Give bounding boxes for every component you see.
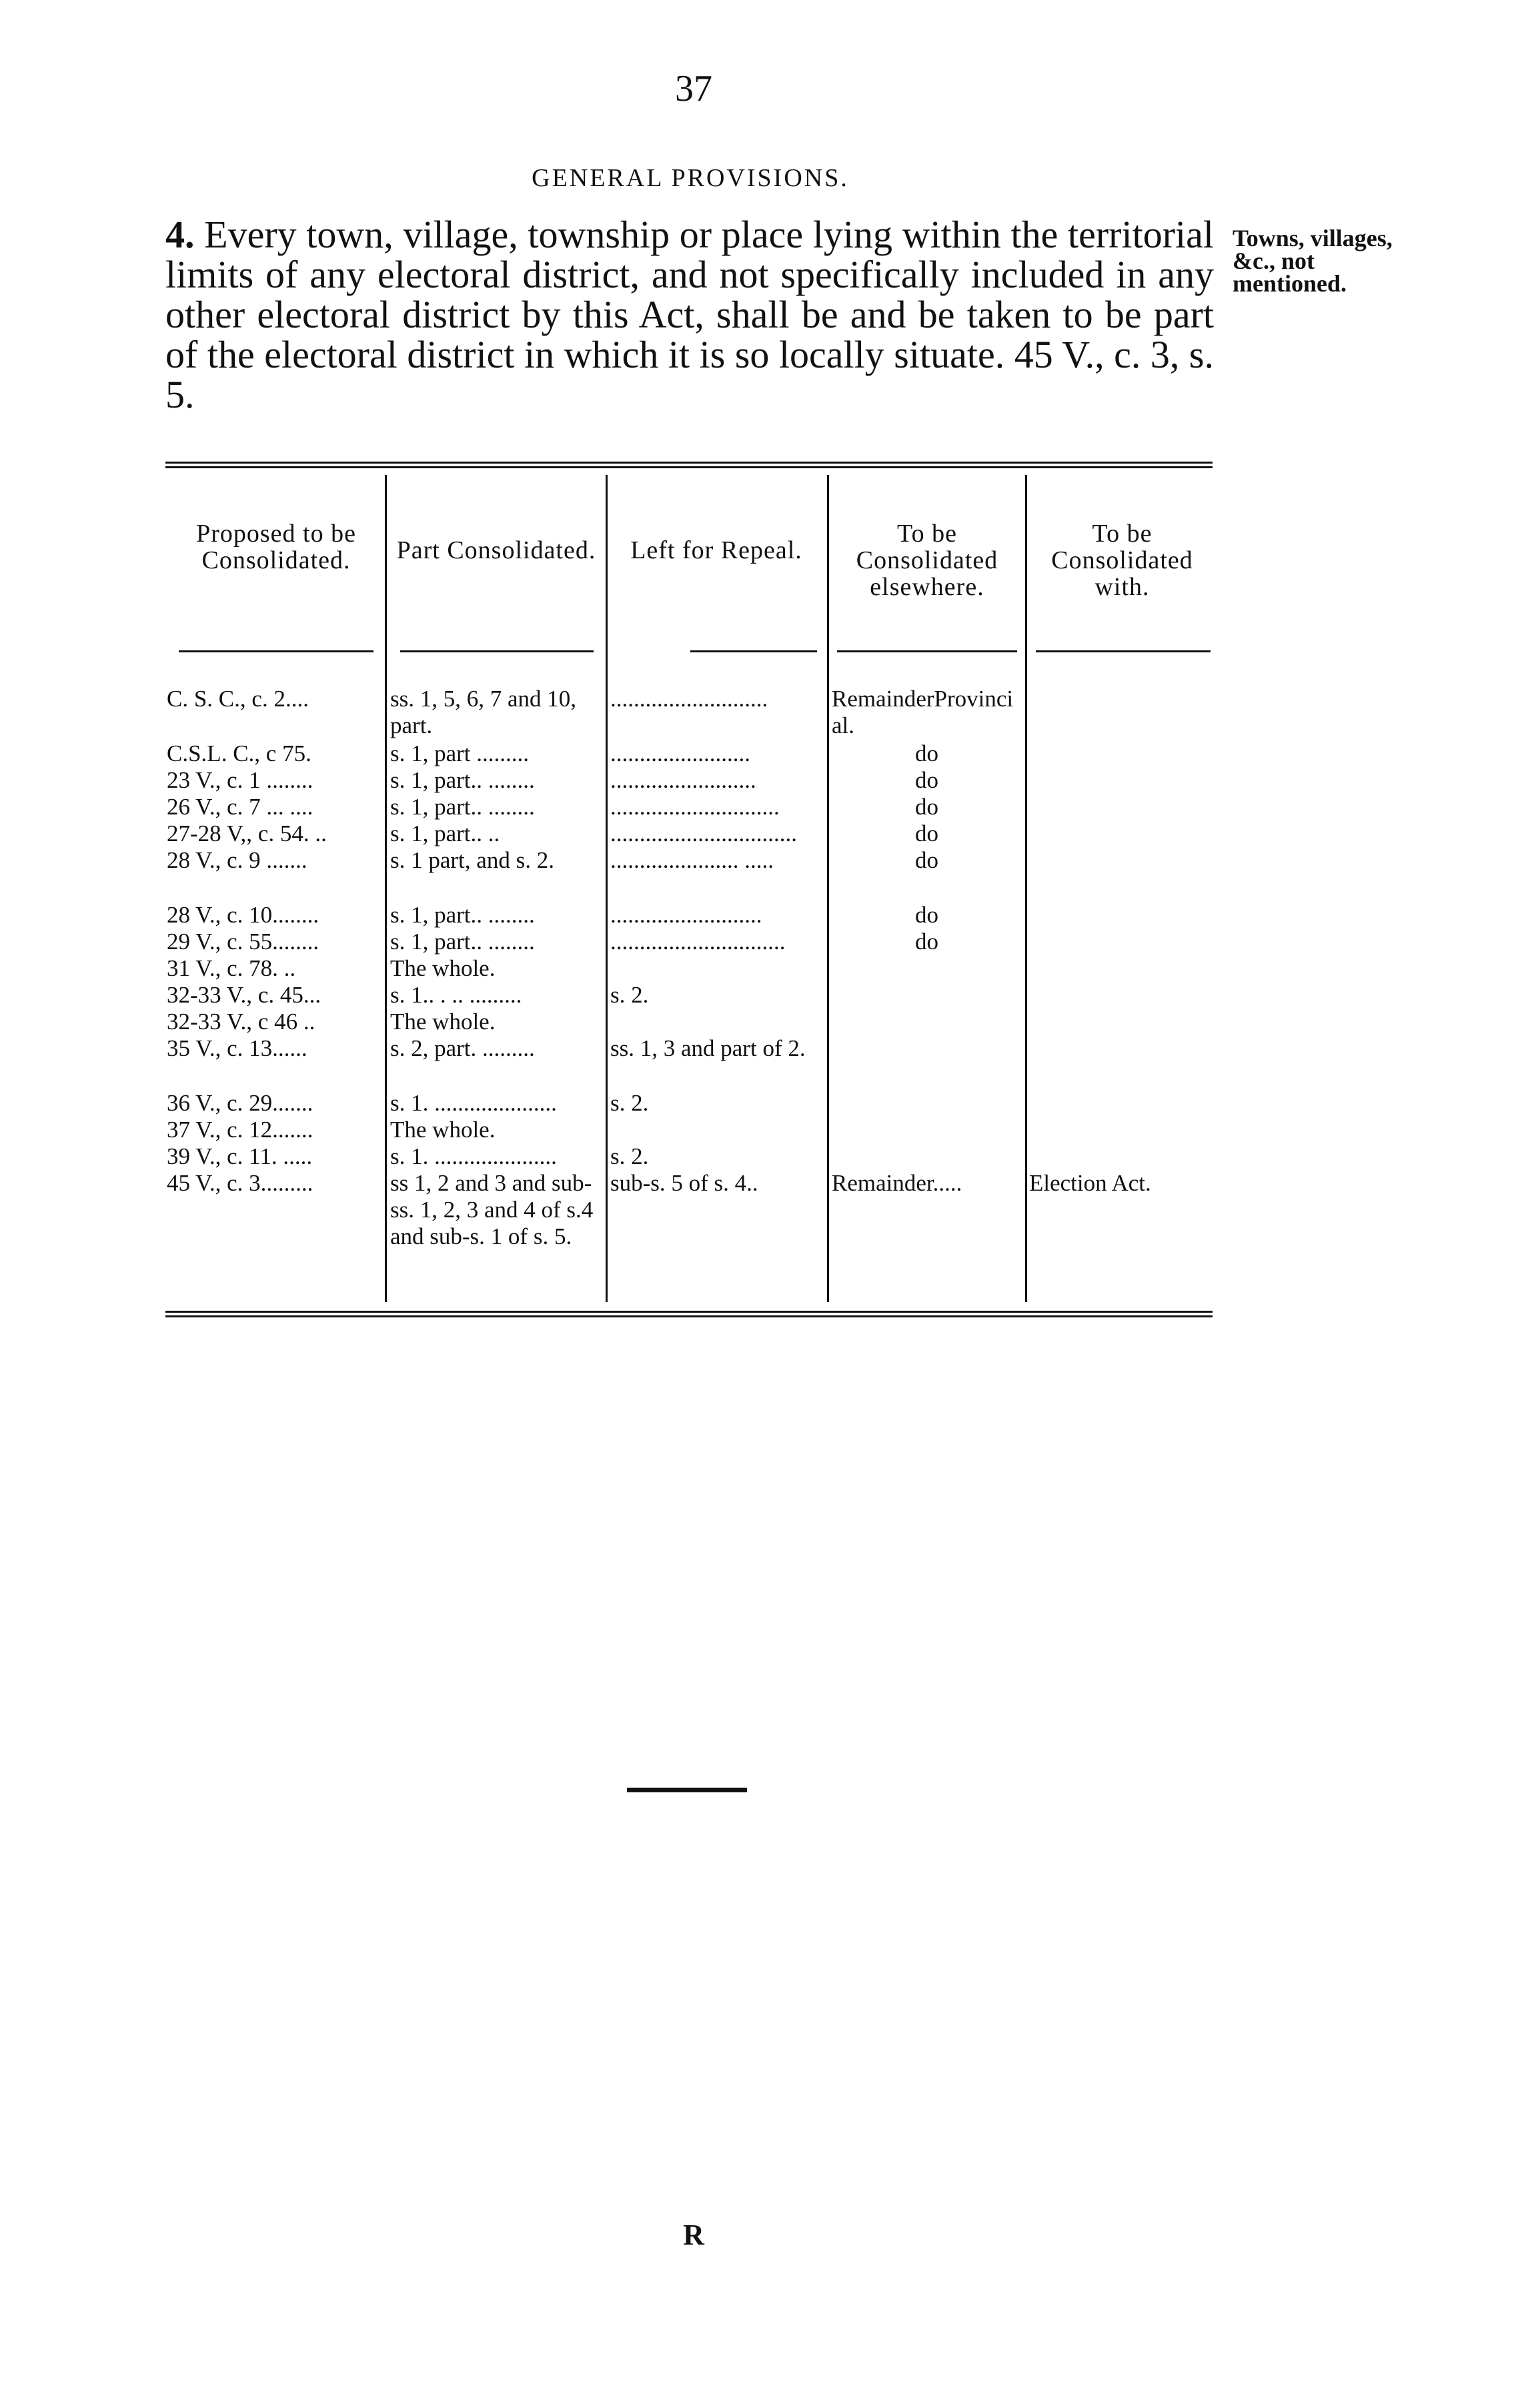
header-elsewhere: To be Consolidated elsewhere. [856,520,998,601]
table-cell: s. 1. ..................... [390,1143,557,1169]
table-cell: 35 V., c. 13...... [167,1035,307,1061]
running-head: GENERAL PROVISIONS. [532,164,849,192]
header-left: Left for Repeal. [630,536,802,564]
column-divider [827,475,829,1302]
header-rule [1036,650,1211,652]
table-cell: do [915,820,938,846]
table-cell: s. 1, part.. ........ [390,929,535,955]
table-cell: RemainderProvincial. [832,686,1014,738]
header-rule [400,650,594,652]
table-cell: Election Act. [1029,1170,1151,1196]
table-cell: Remainder..... [832,1170,962,1196]
column-divider [385,475,387,1302]
table-cell: 26 V., c. 7 ... .... [167,794,313,820]
margin-note: Towns, villages, &c., not mentioned. [1233,225,1393,297]
table-cell: s. 1. ..................... [390,1090,557,1116]
table-cell: 45 V., c. 3......... [167,1170,313,1196]
table-cell: s. 2. [610,982,649,1008]
table-cell: 23 V., c. 1 ........ [167,767,313,793]
table-cell: 28 V., c. 10........ [167,902,319,928]
section-paragraph [165,215,1214,415]
table-cell: .............................. [610,929,786,955]
table-cell: s. 1 part, and s. 2. [390,847,554,873]
table-cell: do [915,902,938,928]
table-cell: C. S. C., c. 2.... [167,686,309,712]
table-cell: do [915,740,938,766]
table-cell: 29 V., c. 55........ [167,929,319,955]
table-cell: s. 1, part.. .. [390,820,500,846]
table-cell: 27-28 V,, c. 54. .. [167,820,327,846]
table-cell: C.S.L. C., c 75. [167,740,311,766]
header-with: To be Consolidated with. [1051,520,1193,601]
table-cell: s. 1, part ......... [390,740,530,766]
table-cell: sub-s. 5 of s. 4.. [610,1170,758,1196]
table-cell: ......................... [610,767,756,793]
section-number: 4. [165,213,195,256]
table-cell: .......................... [610,902,762,928]
table-cell: do [915,929,938,955]
table-cell: ...................... ..... [610,847,774,873]
signature-mark: R [683,2219,704,2251]
table-cell: 32-33 V., c 46 .. [167,1009,315,1035]
table-cell: s. 1, part.. ........ [390,794,535,820]
table-cell: do [915,794,938,820]
table-cell: The whole. [390,1009,496,1035]
table-cell: ........................... [610,686,768,712]
table-cell: 31 V., c. 78. .. [167,955,296,981]
header-part: Part Consolidated. [396,536,596,564]
table-cell: 37 V., c. 12....... [167,1117,313,1143]
table-cell: ........................ [610,740,750,766]
table-bottom-rule [165,1311,1213,1317]
table-cell: 28 V., c. 9 ....... [167,847,307,873]
section-text: Every town, village, township or place lying within the territorial limits of any electoral district, and not specifically included in any other electoral district by this Act, shall be and be taken to be part of the electoral district in which it is so locally situate. 45 V., c. 3, s. 5. [165,213,1214,416]
table-cell: 36 V., c. 29....... [167,1090,313,1116]
table-cell: s. 1, part.. ........ [390,902,535,928]
table-cell: s. 1.. . .. ......... [390,982,522,1008]
table-cell: ................................ [610,820,797,846]
ornament-rule [627,1788,747,1792]
table-cell: s. 1, part.. ........ [390,767,535,793]
table-cell: 39 V., c. 11. ..... [167,1143,313,1169]
table-cell: The whole. [390,955,496,981]
table-cell: The whole. [390,1117,496,1143]
page-number: 37 [675,68,712,109]
table-cell: do [915,847,938,873]
header-rule [690,650,817,652]
table-cell: do [915,767,938,793]
header-rule [837,650,1017,652]
table-top-rule [165,462,1213,468]
table-cell: s. 2. [610,1143,649,1169]
column-divider [606,475,608,1302]
table-cell: s. 2, part. ......... [390,1035,535,1061]
table-cell: ............................. [610,794,780,820]
table-cell: 32-33 V., c. 45... [167,982,321,1008]
table-cell: ss. 1, 5, 6, 7 and 10, part. [390,686,577,738]
table-cell: s. 2. [610,1090,649,1116]
table-cell: ss. 1, 3 and part of 2. [610,1035,806,1061]
table-cell: ss 1, 2 and 3 and sub-ss. 1, 2, 3 and 4 of s.4 and sub-s. 1 of s. 5. [390,1170,594,1249]
column-divider [1025,475,1027,1302]
header-rule [179,650,373,652]
header-proposed: Proposed to be Consolidated. [196,520,356,574]
